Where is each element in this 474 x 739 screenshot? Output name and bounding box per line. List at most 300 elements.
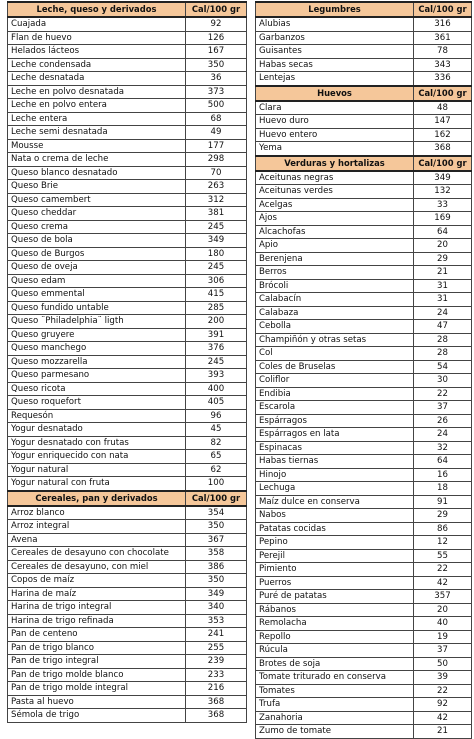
food-name: Perejil [256, 549, 414, 563]
table-row [8, 506, 247, 520]
table-row [8, 709, 247, 723]
table-row [8, 301, 247, 315]
calorie-value: 19 [414, 630, 472, 644]
calorie-value: 358 [186, 547, 247, 561]
calorie-value: 340 [186, 601, 247, 615]
calorie-value: 100 [186, 477, 247, 491]
calorie-value: 400 [186, 382, 247, 396]
calorie-value: 368 [414, 142, 472, 156]
table-row [8, 58, 247, 72]
calorie-value: 28 [414, 347, 472, 361]
calorie-value: 343 [414, 58, 472, 72]
table-row [256, 563, 472, 577]
calorie-value: 312 [186, 193, 247, 207]
table-row [8, 369, 247, 383]
table-row [8, 641, 247, 655]
table-row [256, 684, 472, 698]
right-table [255, 1, 472, 739]
table-row [256, 252, 472, 266]
food-name: Acelgas [256, 198, 414, 212]
calorie-value: 54 [414, 360, 472, 374]
table-row [8, 628, 247, 642]
table-row [8, 261, 247, 275]
calorie-value: 285 [186, 301, 247, 315]
table-row [256, 428, 472, 442]
calorie-value: 126 [186, 31, 247, 45]
food-name: Harina de trigo integral [8, 601, 186, 615]
food-name: Espárragos [256, 414, 414, 428]
calorie-value: 216 [186, 682, 247, 696]
food-name: Puerros [256, 576, 414, 590]
table-row [8, 382, 247, 396]
food-name: Leche condensada [8, 58, 186, 72]
calorie-value: 28 [414, 333, 472, 347]
calorie-value: 386 [186, 560, 247, 574]
food-name: Arroz integral [8, 520, 186, 534]
calorie-value: 263 [186, 180, 247, 194]
food-name: Queso parmesano [8, 369, 186, 383]
calorie-value: 349 [186, 587, 247, 601]
food-name: Yogur enriquecido con nata [8, 450, 186, 464]
calorie-value: 49 [186, 126, 247, 140]
calorie-value: 20 [414, 603, 472, 617]
food-name: Queso roquefort [8, 396, 186, 410]
calorie-value: 350 [186, 574, 247, 588]
calorie-value: 200 [186, 315, 247, 329]
table-row [8, 477, 247, 491]
food-name: Berenjena [256, 252, 414, 266]
food-name: Yogur desnatado [8, 423, 186, 437]
food-name: Queso Brie [8, 180, 186, 194]
calorie-value: 39 [414, 671, 472, 685]
food-name: Alubias [256, 17, 414, 31]
calorie-value: 245 [186, 220, 247, 234]
calorie-value: 22 [414, 387, 472, 401]
food-name: Huevo duro [256, 115, 414, 129]
food-name: Cereales de desayuno con chocolate [8, 547, 186, 561]
table-row [8, 112, 247, 126]
calorie-value: 349 [414, 171, 472, 185]
food-name: Remolacha [256, 617, 414, 631]
calorie-value: 36 [186, 72, 247, 86]
calorie-value: 20 [414, 239, 472, 253]
food-name: Cereales de desayuno, con miel [8, 560, 186, 574]
calorie-value: 42 [414, 576, 472, 590]
food-name: Ajos [256, 212, 414, 226]
food-name: Helados lácteos [8, 45, 186, 59]
food-name: Queso mozzarella [8, 355, 186, 369]
calorie-value: 350 [186, 58, 247, 72]
left-table [7, 1, 247, 723]
table-row [8, 31, 247, 45]
calorie-value: 354 [186, 506, 247, 520]
table-row [256, 711, 472, 725]
table-row [8, 409, 247, 423]
table-row [256, 306, 472, 320]
food-name: Harina de maíz [8, 587, 186, 601]
section-header [8, 491, 247, 506]
table-row [256, 45, 472, 59]
food-name: Aceitunas negras [256, 171, 414, 185]
table-row [256, 455, 472, 469]
table-row [256, 347, 472, 361]
food-name: Queso ricota [8, 382, 186, 396]
food-name: Leche en polvo entera [8, 99, 186, 113]
calorie-value: 373 [186, 85, 247, 99]
food-name: Patatas cocidas [256, 522, 414, 536]
table-row [8, 450, 247, 464]
table-row [256, 320, 472, 334]
table-row [8, 342, 247, 356]
table-row [8, 99, 247, 113]
section-header [256, 86, 472, 101]
food-name: Col [256, 347, 414, 361]
calorie-value: 169 [414, 212, 472, 226]
food-name: Queso camembert [8, 193, 186, 207]
table-row [256, 17, 472, 31]
table-row [8, 668, 247, 682]
calorie-value: 255 [186, 641, 247, 655]
calorie-value: 16 [414, 468, 472, 482]
calorie-value: 31 [414, 279, 472, 293]
calorie-value: 68 [186, 112, 247, 126]
food-name: Avena [8, 533, 186, 547]
calorie-value: 48 [414, 101, 472, 115]
calorie-value: 64 [414, 455, 472, 469]
calorie-value: 162 [414, 128, 472, 142]
right-column [255, 1, 472, 739]
table-row [256, 401, 472, 415]
calorie-value: 29 [414, 509, 472, 523]
food-name: Nabos [256, 509, 414, 523]
food-name: Habas tiernas [256, 455, 414, 469]
calorie-value: 180 [186, 247, 247, 261]
food-name: Aceitunas verdes [256, 185, 414, 199]
table-row [256, 522, 472, 536]
section-title: Cereales, pan y derivados [8, 491, 186, 506]
food-name: Harina de trigo refinada [8, 614, 186, 628]
calorie-value: 21 [414, 725, 472, 739]
calorie-value: 233 [186, 668, 247, 682]
calorie-value: 415 [186, 288, 247, 302]
calorie-value: 391 [186, 328, 247, 342]
food-name: Queso de oveja [8, 261, 186, 275]
food-name: Queso de bola [8, 234, 186, 248]
food-name: Berros [256, 266, 414, 280]
food-name: Tomates [256, 684, 414, 698]
calorie-value: 177 [186, 139, 247, 153]
table-row [8, 72, 247, 86]
table-row [8, 17, 247, 31]
calorie-value: 367 [186, 533, 247, 547]
food-name: Arroz blanco [8, 506, 186, 520]
section-header [256, 156, 472, 171]
food-name: Queso cheddar [8, 207, 186, 221]
calorie-value: 62 [186, 463, 247, 477]
table-row [8, 166, 247, 180]
table-row [256, 603, 472, 617]
food-name: Coles de Bruselas [256, 360, 414, 374]
food-name: Zanahoria [256, 711, 414, 725]
food-name: Pasta al huevo [8, 695, 186, 709]
calorie-value: 316 [414, 17, 472, 31]
calorie-value: 393 [186, 369, 247, 383]
food-name: Yogur natural [8, 463, 186, 477]
calorie-value: 361 [414, 31, 472, 45]
unit-header: Cal/100 gr [186, 2, 247, 17]
food-name: Pan de centeno [8, 628, 186, 642]
calorie-value: 239 [186, 655, 247, 669]
calorie-value: 92 [414, 698, 472, 712]
calorie-value: 18 [414, 482, 472, 496]
calorie-value: 82 [186, 436, 247, 450]
table-row [256, 142, 472, 156]
table-row [8, 355, 247, 369]
food-name: Queso emmental [8, 288, 186, 302]
food-name: Mousse [8, 139, 186, 153]
table-row [256, 374, 472, 388]
table-row [8, 328, 247, 342]
food-name: Pan de trigo molde blanco [8, 668, 186, 682]
table-row [8, 247, 247, 261]
unit-header: Cal/100 gr [414, 86, 472, 101]
table-row [256, 617, 472, 631]
table-row [256, 212, 472, 226]
calorie-value: 241 [186, 628, 247, 642]
table-row [256, 225, 472, 239]
calorie-value: 33 [414, 198, 472, 212]
table-row [256, 576, 472, 590]
food-name: Queso edam [8, 274, 186, 288]
food-name: Requesón [8, 409, 186, 423]
table-row [8, 193, 247, 207]
food-name: Endibia [256, 387, 414, 401]
left-column [7, 1, 247, 723]
table-row [8, 139, 247, 153]
table-row [8, 533, 247, 547]
calorie-value: 65 [186, 450, 247, 464]
food-name: Copos de maíz [8, 574, 186, 588]
table-row [8, 153, 247, 167]
table-row [256, 101, 472, 115]
calorie-value: 45 [186, 423, 247, 437]
food-name: Apio [256, 239, 414, 253]
food-name: Coliflor [256, 374, 414, 388]
table-row [8, 234, 247, 248]
food-name: Yogur desnatado con frutas [8, 436, 186, 450]
food-name: Flan de huevo [8, 31, 186, 45]
food-name: Pan de trigo integral [8, 655, 186, 669]
calorie-value: 21 [414, 266, 472, 280]
calorie-value: 353 [186, 614, 247, 628]
table-row [8, 601, 247, 615]
food-name: Hinojo [256, 468, 414, 482]
calorie-value: 12 [414, 536, 472, 550]
table-row [256, 72, 472, 86]
food-name: Lentejas [256, 72, 414, 86]
table-row [256, 590, 472, 604]
calorie-value: 31 [414, 293, 472, 307]
food-name: Queso blanco desnatado [8, 166, 186, 180]
food-name: Queso de Burgos [8, 247, 186, 261]
calorie-value: 32 [414, 441, 472, 455]
table-row [256, 128, 472, 142]
food-name: Brotes de soja [256, 657, 414, 671]
table-row [256, 279, 472, 293]
table-row [8, 574, 247, 588]
food-name: Leche semi desnatada [8, 126, 186, 140]
calorie-value: 405 [186, 396, 247, 410]
calorie-value: 96 [186, 409, 247, 423]
calorie-value: 24 [414, 306, 472, 320]
table-row [8, 587, 247, 601]
calorie-value: 47 [414, 320, 472, 334]
unit-header: Cal/100 gr [414, 156, 472, 171]
section-title: Verduras y hortalizas [256, 156, 414, 171]
food-name: Guisantes [256, 45, 414, 59]
calorie-value: 91 [414, 495, 472, 509]
food-name: Lechuga [256, 482, 414, 496]
calorie-value: 30 [414, 374, 472, 388]
table-row [256, 509, 472, 523]
calorie-value: 357 [414, 590, 472, 604]
table-row [256, 441, 472, 455]
food-name: Rúcula [256, 644, 414, 658]
table-row [256, 468, 472, 482]
calorie-value: 500 [186, 99, 247, 113]
table-row [8, 614, 247, 628]
calorie-value: 92 [186, 17, 247, 31]
food-name: Tomate triturado en conserva [256, 671, 414, 685]
table-row [256, 239, 472, 253]
calorie-value: 147 [414, 115, 472, 129]
calorie-value: 50 [414, 657, 472, 671]
food-name: Leche desnatada [8, 72, 186, 86]
calorie-value: 24 [414, 428, 472, 442]
calorie-value: 70 [186, 166, 247, 180]
section-title: Leche, queso y derivados [8, 2, 186, 17]
food-name: Leche en polvo desnatada [8, 85, 186, 99]
food-name: Maíz dulce en conserva [256, 495, 414, 509]
table-row [8, 655, 247, 669]
food-name: Huevo entero [256, 128, 414, 142]
food-name: Repollo [256, 630, 414, 644]
calorie-value: 55 [414, 549, 472, 563]
calorie-value: 86 [414, 522, 472, 536]
food-name: Rábanos [256, 603, 414, 617]
table-row [256, 671, 472, 685]
food-name: Escarola [256, 401, 414, 415]
calorie-value: 368 [186, 695, 247, 709]
calorie-value: 40 [414, 617, 472, 631]
calorie-value: 350 [186, 520, 247, 534]
calorie-value: 64 [414, 225, 472, 239]
calorie-value: 245 [186, 261, 247, 275]
food-name: Habas secas [256, 58, 414, 72]
table-row [256, 360, 472, 374]
food-name: Clara [256, 101, 414, 115]
food-name: Queso fundido untable [8, 301, 186, 315]
food-name: Calabaza [256, 306, 414, 320]
calorie-value: 381 [186, 207, 247, 221]
food-name: Yogur natural con fruta [8, 477, 186, 491]
table-row [8, 423, 247, 437]
table-row [8, 315, 247, 329]
table-row [256, 414, 472, 428]
section-title: Huevos [256, 86, 414, 101]
food-name: Zumo de tomate [256, 725, 414, 739]
table-row [8, 220, 247, 234]
table-row [8, 695, 247, 709]
table-row [256, 387, 472, 401]
food-name: Pan de trigo molde integral [8, 682, 186, 696]
food-name: Yema [256, 142, 414, 156]
calorie-value: 37 [414, 401, 472, 415]
table-row [256, 31, 472, 45]
food-name: Sémola de trigo [8, 709, 186, 723]
calorie-value: 29 [414, 252, 472, 266]
food-name: Espinacas [256, 441, 414, 455]
food-name: Cuajada [8, 17, 186, 31]
table-row [256, 495, 472, 509]
table-row [8, 85, 247, 99]
calorie-value: 306 [186, 274, 247, 288]
table-row [8, 520, 247, 534]
table-row [8, 396, 247, 410]
calorie-value: 298 [186, 153, 247, 167]
table-row [8, 560, 247, 574]
calorie-value: 37 [414, 644, 472, 658]
food-name: Trufa [256, 698, 414, 712]
calorie-value: 22 [414, 563, 472, 577]
food-name: Pepino [256, 536, 414, 550]
food-name: Cebolla [256, 320, 414, 334]
table-row [8, 274, 247, 288]
food-name: Queso ¨Philadelphia¨ ligth [8, 315, 186, 329]
food-name: Nata o crema de leche [8, 153, 186, 167]
table-row [8, 180, 247, 194]
food-name: Pan de trigo blanco [8, 641, 186, 655]
food-name: Queso manchego [8, 342, 186, 356]
unit-header: Cal/100 gr [186, 491, 247, 506]
calorie-value: 26 [414, 414, 472, 428]
table-row [256, 698, 472, 712]
table-row [8, 126, 247, 140]
food-name: Queso gruyere [8, 328, 186, 342]
table-row [256, 657, 472, 671]
table-row [256, 549, 472, 563]
food-name: Puré de patatas [256, 590, 414, 604]
section-header [256, 2, 472, 17]
table-row [256, 171, 472, 185]
table-row [256, 644, 472, 658]
food-name: Alcachofas [256, 225, 414, 239]
table-row [256, 185, 472, 199]
table-row [8, 288, 247, 302]
calorie-value: 368 [186, 709, 247, 723]
calorie-value: 22 [414, 684, 472, 698]
food-name: Espárragos en lata [256, 428, 414, 442]
table-row [8, 45, 247, 59]
food-name: Queso crema [8, 220, 186, 234]
food-name: Brócoli [256, 279, 414, 293]
table-row [256, 482, 472, 496]
table-row [256, 333, 472, 347]
calorie-value: 376 [186, 342, 247, 356]
table-row [8, 207, 247, 221]
food-name: Calabacín [256, 293, 414, 307]
table-row [256, 198, 472, 212]
